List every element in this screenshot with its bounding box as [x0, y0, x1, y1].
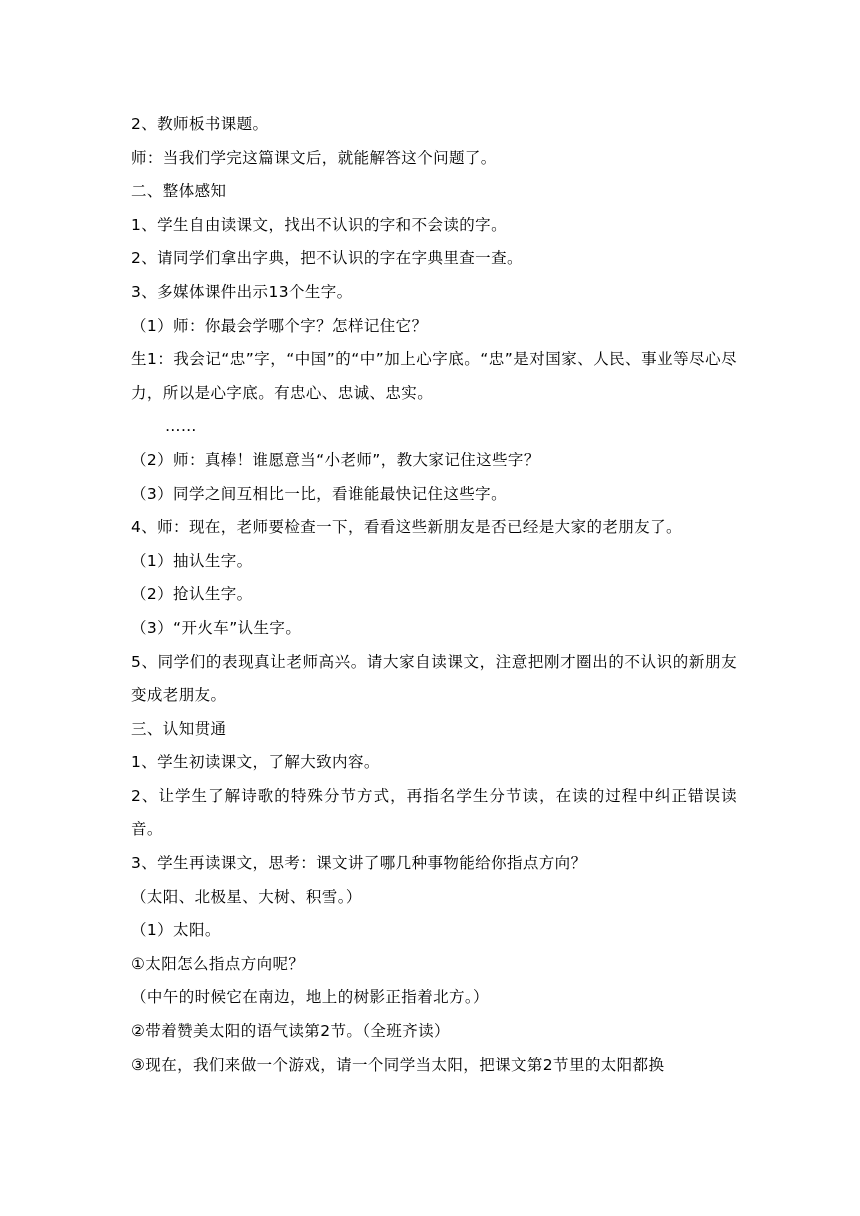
document-page	[131, 108, 737, 1082]
paragraph: （2）师：真棒！谁愿意当“小老师”，教大家记住这些字？	[131, 450, 540, 469]
paragraph: 2、教师板书课题。	[131, 115, 269, 133]
paragraph: 师：当我们学完这篇课文后，就能解答这个问题了。	[131, 148, 497, 167]
paragraph: 1、学生自由读课文，找出不认识的字和不会读的字。	[131, 215, 507, 234]
paragraph: （1）抽认生字。	[131, 551, 253, 570]
paragraph: 1、学生初读课文，了解大致内容。	[131, 753, 380, 772]
paragraph: ①太阳怎么指点方向呢？	[131, 954, 305, 973]
paragraph: （太阳、北极星、大树、积雪。）	[131, 887, 362, 906]
paragraph: 2、请同学们拿出字典，把不认识的字在字典里查一查。	[131, 249, 523, 268]
paragraph: 2、让学生了解诗歌的特殊分节方式，再指名学生分节读，在读的过程中纠正错误读音。	[131, 786, 737, 839]
ellipsis: ……	[165, 417, 197, 436]
paragraph: ③现在，我们来做一个游戏，请一个同学当太阳，把课文第2节里的太阳都换	[131, 1055, 665, 1074]
section-heading: 三、认知贯通	[131, 719, 227, 738]
paragraph: （1）太阳。	[131, 921, 221, 940]
section-heading: 二、整体感知	[131, 182, 227, 201]
paragraph: 4、师：现在，老师要检查一下，看看这些新朋友是否已经是大家的老朋友了。	[131, 518, 682, 537]
paragraph: （中午的时候它在南边，地上的树影正指着北方。）	[131, 988, 489, 1007]
paragraph: （2）抢认生字。	[131, 585, 253, 604]
paragraph: （3）“开火车”认生字。	[131, 618, 302, 637]
paragraph: 3、学生再读课文，思考：课文讲了哪几种事物能给你指点方向？	[131, 854, 587, 873]
paragraph: （1）师：你最会学哪个字？怎样记住它？	[131, 316, 428, 335]
paragraph: ②带着赞美太阳的语气读第2节。（全班齐读）	[131, 1022, 450, 1041]
paragraph: （3）同学之间互相比一比，看谁能最快记住这些字。	[131, 484, 507, 503]
paragraph: 生1：我会记“忠”字，“中国”的“中”加上心字底。“忠”是对国家、人民、事业等尽心尽力，所以是心字底。有忠心、忠诚、忠实。	[131, 350, 737, 402]
paragraph: 3、多媒体课件出示13个生字。	[131, 282, 353, 301]
paragraph: 5、同学们的表现真让老师高兴。请大家自读课文，注意把刚才圈出的不认识的新朋友变成老朋友。	[131, 652, 737, 705]
